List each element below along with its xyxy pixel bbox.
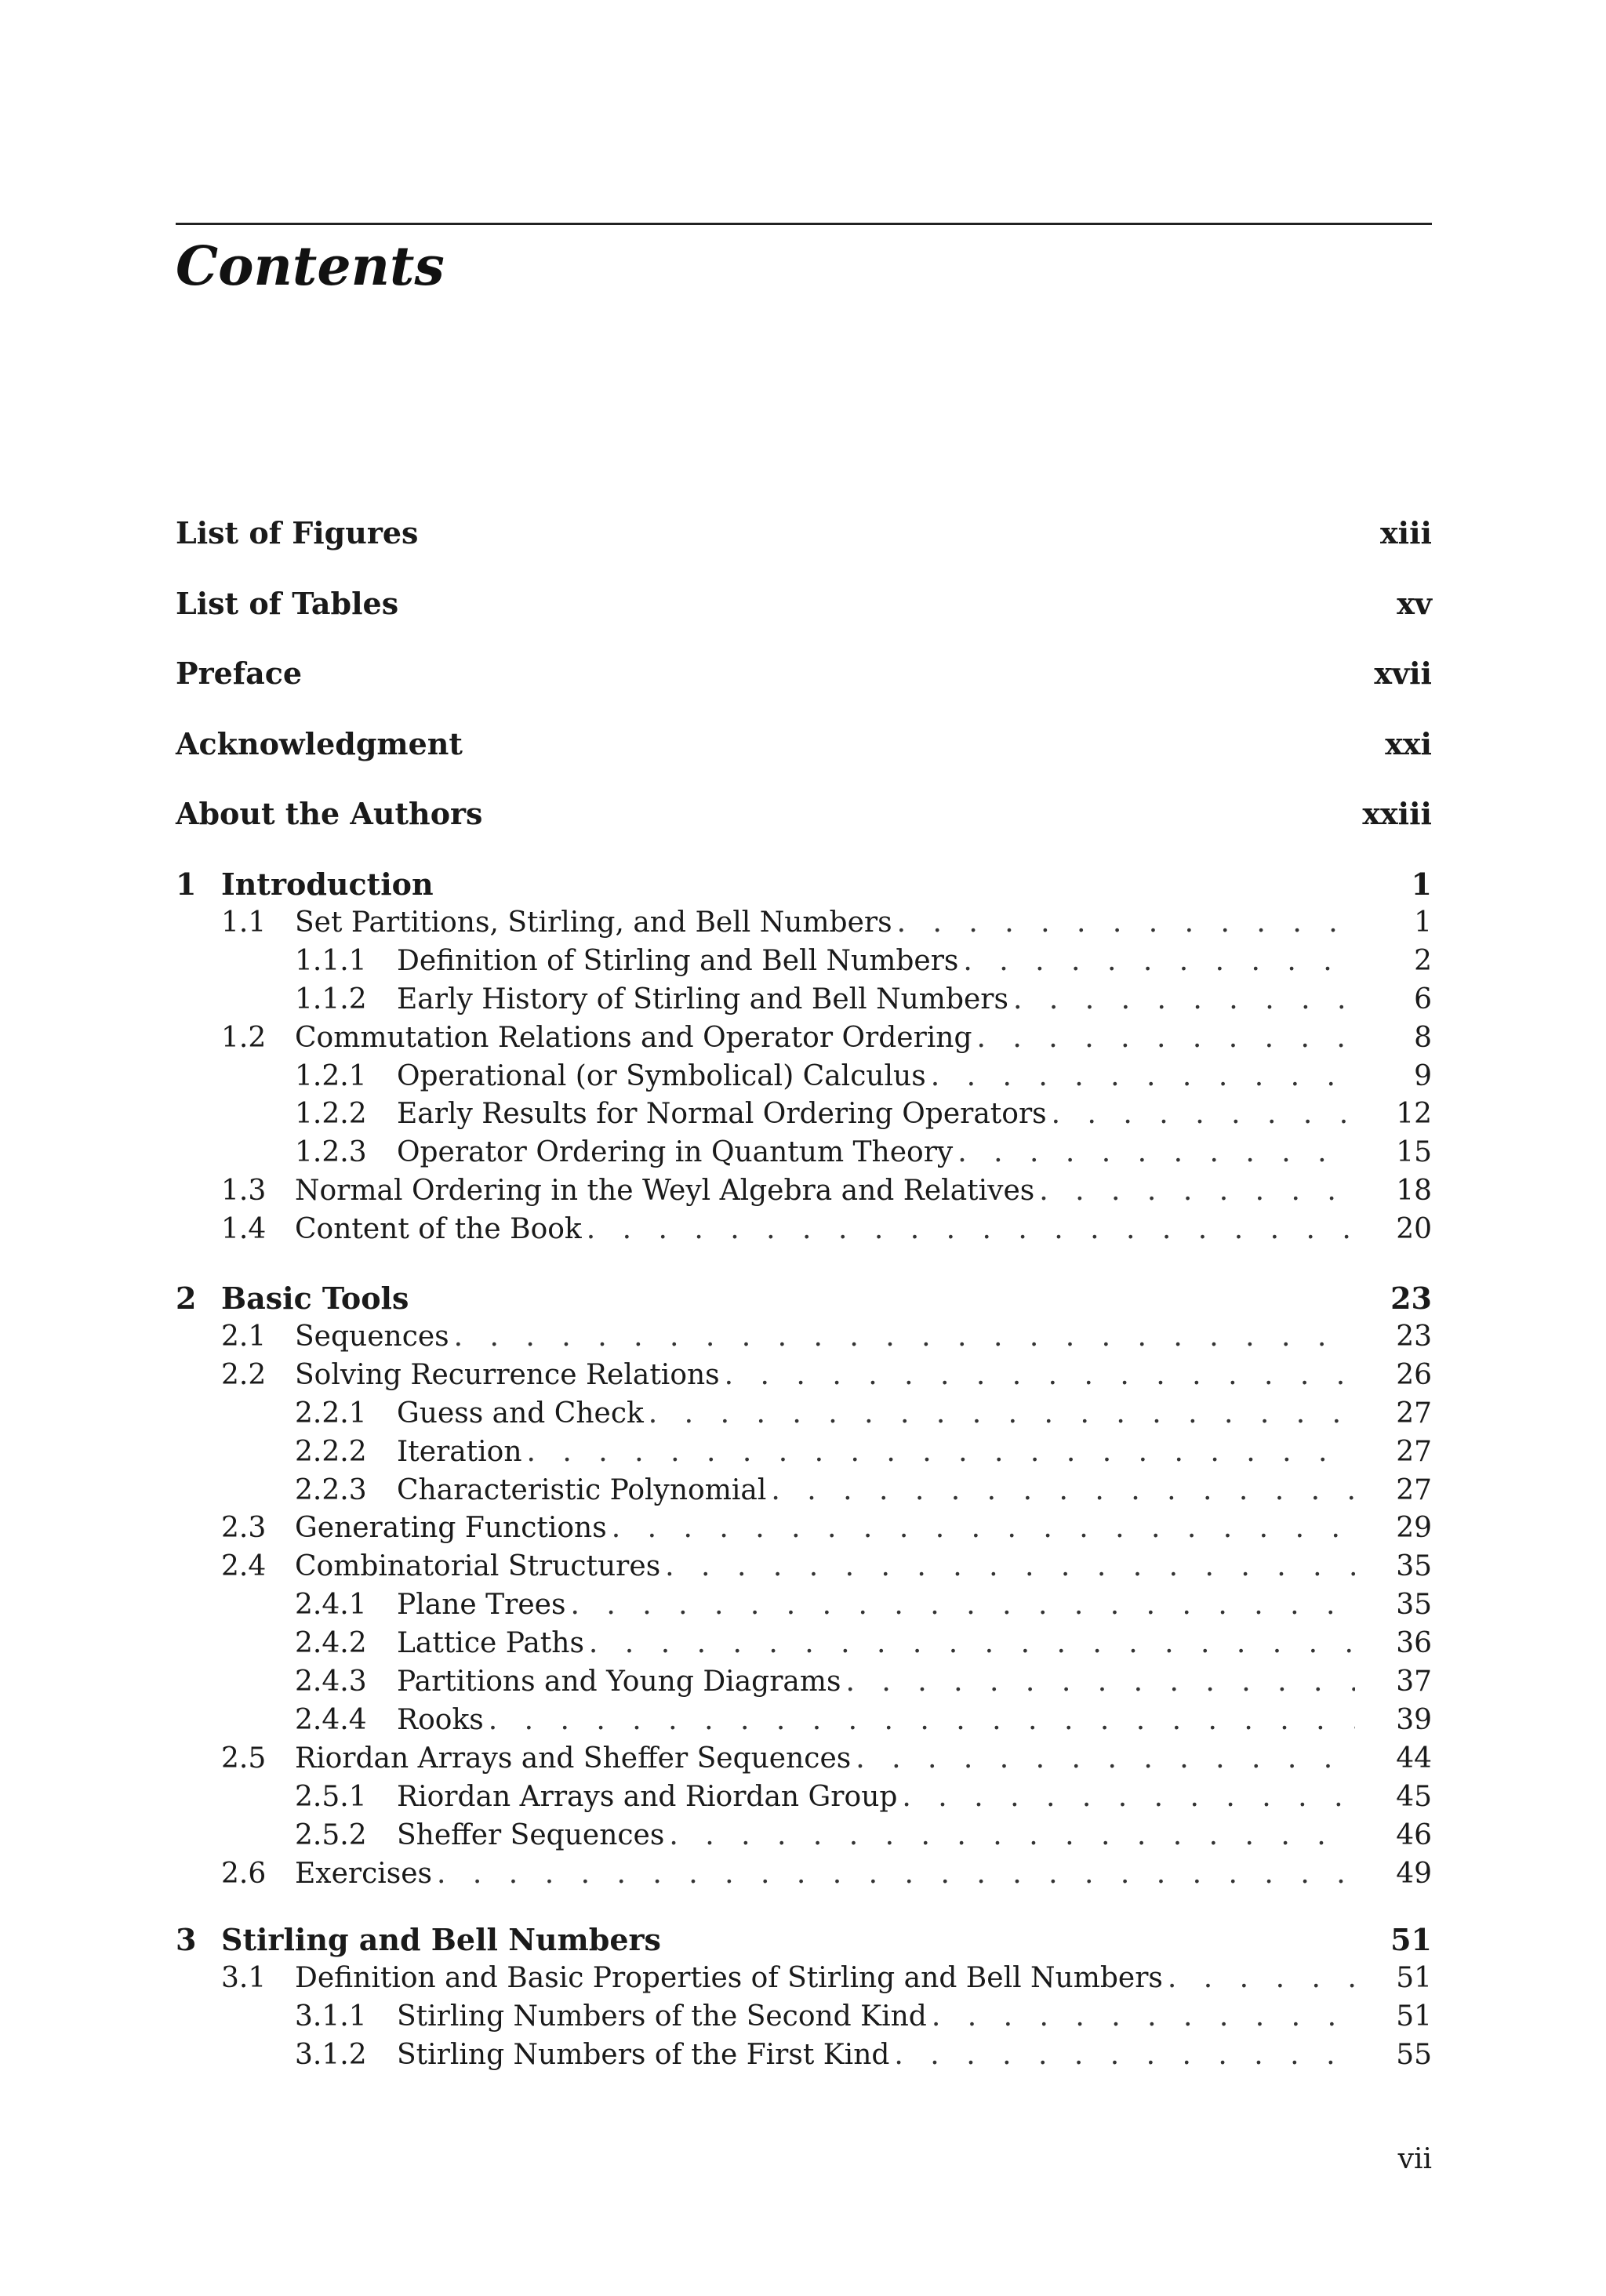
entry-title: Acknowledgment — [176, 725, 463, 761]
entry-number: 2.2.3 — [295, 1473, 367, 1506]
entry-page-number: 35 — [1396, 1550, 1432, 1583]
entry-page-number: 29 — [1396, 1512, 1432, 1545]
dot-leader — [454, 1318, 1355, 1356]
entry-page-number: 46 — [1396, 1818, 1432, 1851]
entry-page-number: 51 — [1390, 1922, 1432, 1957]
entry-page-number: 1 — [1411, 866, 1432, 902]
toc-section-entry[interactable] — [176, 1740, 1432, 1778]
toc-subsection-entry[interactable] — [176, 1817, 1432, 1855]
entry-page-number: 45 — [1396, 1780, 1432, 1813]
entry-title: Riordan Arrays and Sheffer Sequences — [295, 1742, 852, 1775]
dot-leader — [587, 1211, 1355, 1248]
entry-page-number: 9 — [1414, 1059, 1432, 1092]
toc-subsection-entry[interactable] — [176, 1433, 1432, 1471]
dot-leader — [1168, 1960, 1355, 1997]
entry-title: Plane Trees — [397, 1589, 566, 1622]
entry-number: 2.2 — [221, 1358, 267, 1391]
entry-title: Introduction — [221, 866, 434, 902]
entry-title: Guess and Check — [397, 1397, 644, 1430]
entry-page-number: 26 — [1396, 1358, 1432, 1391]
entry-number: 2.4.3 — [295, 1666, 367, 1698]
entry-page-number: xv — [1397, 585, 1432, 621]
toc-section-entry[interactable] — [176, 1509, 1432, 1547]
entry-number: 2.1 — [221, 1320, 267, 1353]
entry-number: 2.3 — [221, 1512, 267, 1545]
entry-page-number: 27 — [1396, 1473, 1432, 1506]
dot-leader — [977, 1019, 1355, 1057]
entry-number: 2.6 — [221, 1857, 267, 1890]
toc-section-entry[interactable] — [176, 1855, 1432, 1893]
dot-leader — [963, 943, 1355, 980]
dot-leader — [932, 1998, 1355, 2036]
entry-title: Sequences — [295, 1320, 449, 1353]
entry-title: Definition and Basic Properties of Stirling and Bell Numbers — [295, 1961, 1163, 1994]
entry-page-number: xiii — [1380, 515, 1432, 550]
entry-title: List of Tables — [176, 585, 399, 621]
entry-page-number: 6 — [1414, 983, 1432, 1015]
toc-subsection-entry[interactable] — [176, 943, 1432, 980]
entry-page-number: 44 — [1396, 1742, 1432, 1775]
toc-subsection-entry[interactable] — [176, 1663, 1432, 1701]
entry-title: Stirling Numbers of the First Kind — [397, 2038, 890, 2071]
dot-leader — [1039, 1172, 1355, 1210]
dot-leader — [1013, 981, 1355, 1019]
page-title: Contents — [176, 235, 445, 298]
entry-number: 3.1.1 — [295, 2000, 367, 2033]
entry-title: About the Authors — [176, 796, 483, 831]
entry-title: Characteristic Polynomial — [397, 1473, 767, 1506]
entry-page-number: 15 — [1396, 1136, 1432, 1169]
entry-title: Stirling Numbers of the Second Kind — [397, 2000, 927, 2033]
entry-page-number: 18 — [1396, 1175, 1432, 1208]
entry-number: 1.1 — [221, 906, 267, 939]
entry-number: 1 — [176, 866, 197, 902]
entry-page-number: xvii — [1374, 656, 1432, 691]
entry-page-number: 49 — [1396, 1857, 1432, 1890]
entry-number: 2.5 — [221, 1742, 267, 1775]
entry-number: 2.4.2 — [295, 1627, 367, 1660]
entry-title: Operator Ordering in Quantum Theory — [397, 1136, 954, 1169]
entry-page-number: 12 — [1396, 1098, 1432, 1131]
toc-section-entry[interactable] — [176, 1211, 1432, 1248]
toc-subsection-entry[interactable] — [176, 1778, 1432, 1816]
toc-front-entry[interactable] — [176, 725, 1432, 763]
entry-title: Exercises — [295, 1857, 433, 1890]
entry-number: 1.2 — [221, 1021, 267, 1054]
top-rule — [176, 223, 1432, 225]
entry-title: Content of the Book — [295, 1213, 582, 1246]
entry-title: List of Figures — [176, 515, 419, 550]
entry-page-number: 36 — [1396, 1627, 1432, 1660]
entry-number: 1.2.2 — [295, 1098, 367, 1131]
entry-page-number: 8 — [1414, 1021, 1432, 1054]
entry-page-number: 51 — [1396, 2000, 1432, 2033]
toc-subsection-entry[interactable] — [176, 2036, 1432, 2074]
entry-title: Definition of Stirling and Bell Numbers — [397, 944, 959, 977]
entry-number: 1.2.1 — [295, 1059, 367, 1092]
dot-leader — [589, 1625, 1355, 1662]
toc-subsection-entry[interactable] — [176, 1702, 1432, 1739]
toc-subsection-entry[interactable] — [176, 1472, 1432, 1509]
toc-section-entry[interactable] — [176, 1019, 1432, 1057]
toc-section-entry[interactable] — [176, 1172, 1432, 1210]
toc-subsection-entry[interactable] — [176, 981, 1432, 1019]
entry-title: Partitions and Young Diagrams — [397, 1666, 841, 1698]
entry-title: Solving Recurrence Relations — [295, 1358, 720, 1391]
entry-number: 2.5.1 — [295, 1780, 367, 1813]
entry-page-number: 55 — [1396, 2038, 1432, 2071]
dot-leader — [437, 1855, 1355, 1893]
dot-leader — [902, 1778, 1355, 1816]
toc-front-entry[interactable] — [176, 795, 1432, 833]
entry-number: 1.2.3 — [295, 1136, 367, 1169]
toc-section-entry[interactable] — [176, 1357, 1432, 1394]
entry-title: Normal Ordering in the Weyl Algebra and Relatives — [295, 1175, 1035, 1208]
entry-title: Commutation Relations and Operator Ordering — [295, 1021, 972, 1054]
entry-title: Early History of Stirling and Bell Numbers — [397, 983, 1008, 1015]
entry-title: Combinatorial Structures — [295, 1550, 661, 1583]
toc-subsection-entry[interactable] — [176, 1395, 1432, 1433]
entry-title: Lattice Paths — [397, 1627, 584, 1660]
entry-title: Riordan Arrays and Riordan Group — [397, 1780, 898, 1813]
dot-leader — [897, 904, 1355, 942]
entry-title: Basic Tools — [221, 1281, 409, 1316]
entry-page-number: 23 — [1390, 1281, 1432, 1316]
entry-title: Rooks — [397, 1703, 484, 1736]
entry-number: 2 — [176, 1281, 197, 1316]
entry-number: 2.4.4 — [295, 1703, 367, 1736]
entry-page-number: 27 — [1396, 1397, 1432, 1430]
toc-chapter-entry[interactable] — [176, 866, 1432, 903]
entry-page-number: 51 — [1396, 1961, 1432, 1994]
dot-leader — [894, 2036, 1355, 2074]
toc-subsection-entry[interactable] — [176, 1058, 1432, 1095]
dot-leader — [846, 1663, 1356, 1701]
entry-title: Preface — [176, 656, 303, 691]
toc-section-entry[interactable] — [176, 1548, 1432, 1586]
entry-page-number: 27 — [1396, 1435, 1432, 1468]
entry-page-number: 20 — [1396, 1213, 1432, 1246]
toc-section-entry[interactable] — [176, 1960, 1432, 1997]
entry-page-number: 37 — [1396, 1666, 1432, 1698]
dot-leader — [612, 1509, 1355, 1547]
entry-number: 2.4.1 — [295, 1589, 367, 1622]
dot-leader — [665, 1548, 1355, 1586]
toc-front-entry[interactable] — [176, 514, 1432, 552]
toc-section-entry[interactable] — [176, 904, 1432, 942]
entry-number: 2.2.2 — [295, 1435, 367, 1468]
toc-subsection-entry[interactable] — [176, 1095, 1432, 1133]
entry-number: 3 — [176, 1922, 197, 1957]
entry-number: 2.2.1 — [295, 1397, 367, 1430]
entry-number: 1.1.1 — [295, 944, 367, 977]
dot-leader — [1052, 1095, 1355, 1133]
entry-number: 1.4 — [221, 1213, 267, 1246]
entry-title: Stirling and Bell Numbers — [221, 1922, 661, 1957]
entry-number: 1.3 — [221, 1175, 267, 1208]
toc-subsection-entry[interactable] — [176, 1998, 1432, 2036]
dot-leader — [527, 1433, 1355, 1471]
entry-title: Early Results for Normal Ordering Operators — [397, 1098, 1047, 1131]
toc-chapter-entry[interactable] — [176, 1921, 1432, 1959]
dot-leader — [725, 1357, 1355, 1394]
entry-title: Set Partitions, Stirling, and Bell Numbers — [295, 906, 892, 939]
entry-title: Iteration — [397, 1435, 522, 1468]
dot-leader — [570, 1586, 1355, 1624]
page-number: vii — [1397, 2143, 1432, 2175]
entry-page-number: 1 — [1414, 906, 1432, 939]
dot-leader — [957, 1134, 1355, 1172]
entry-title: Operational (or Symbolical) Calculus — [397, 1059, 926, 1092]
toc-subsection-entry[interactable] — [176, 1134, 1432, 1172]
entry-number: 2.4 — [221, 1550, 267, 1583]
dot-leader — [856, 1740, 1355, 1778]
dot-leader — [669, 1817, 1355, 1855]
dot-leader — [489, 1702, 1355, 1739]
toc-subsection-entry[interactable] — [176, 1625, 1432, 1662]
entry-number: 3.1.2 — [295, 2038, 367, 2071]
entry-number: 3.1 — [221, 1961, 267, 1994]
toc-section-entry[interactable] — [176, 1318, 1432, 1356]
dot-leader — [649, 1395, 1355, 1433]
entry-page-number: 23 — [1396, 1320, 1432, 1353]
toc-front-entry[interactable] — [176, 655, 1432, 692]
entry-page-number: 39 — [1396, 1703, 1432, 1736]
entry-number: 1.1.2 — [295, 983, 367, 1015]
entry-page-number: xxi — [1385, 725, 1432, 761]
entry-title: Generating Functions — [295, 1512, 607, 1545]
entry-page-number: 35 — [1396, 1589, 1432, 1622]
entry-title: Sheffer Sequences — [397, 1818, 665, 1851]
toc-chapter-entry[interactable] — [176, 1280, 1432, 1317]
toc-front-entry[interactable] — [176, 585, 1432, 623]
entry-number: 2.5.2 — [295, 1818, 367, 1851]
dot-leader — [931, 1058, 1355, 1095]
entry-page-number: xxiii — [1362, 796, 1432, 831]
dot-leader — [771, 1472, 1355, 1509]
entry-page-number: 2 — [1414, 944, 1432, 977]
toc-subsection-entry[interactable] — [176, 1586, 1432, 1624]
